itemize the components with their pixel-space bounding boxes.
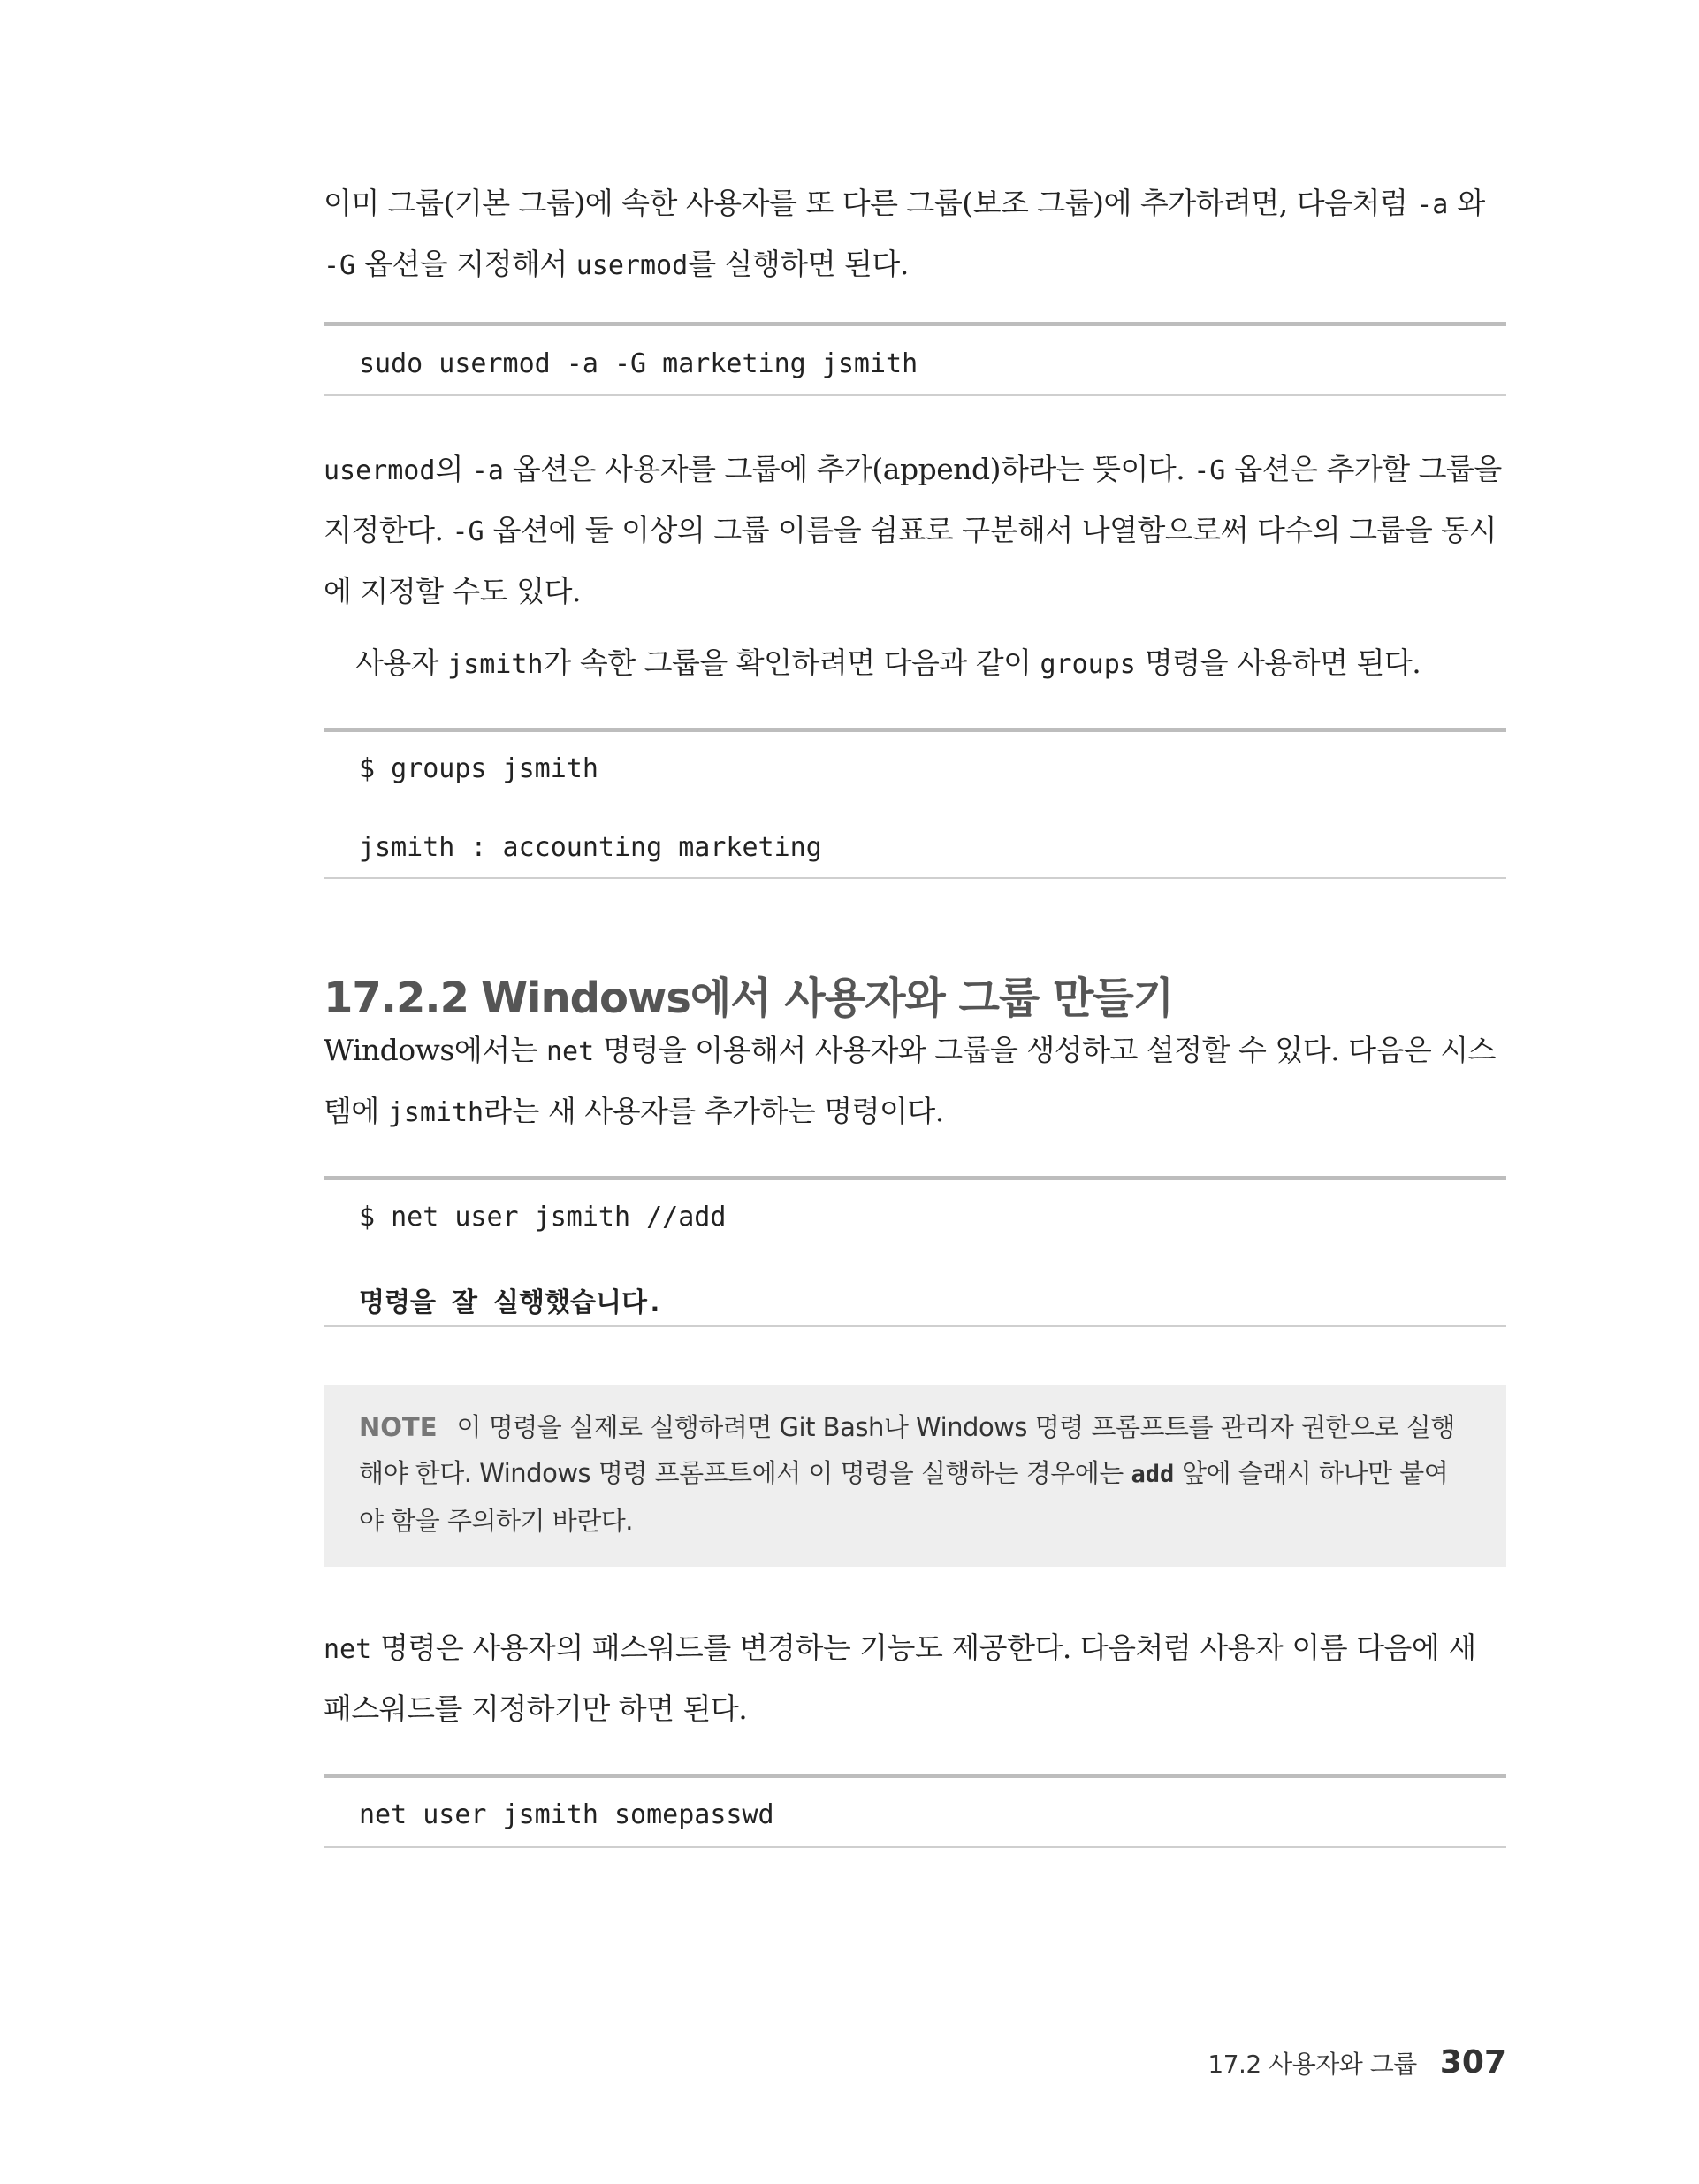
section-title: Windows에서 사용자와 그룹 만들기 [481,974,1174,1023]
inline-code: -a [471,455,504,486]
text: 가 속한 그룹을 확인하려면 다음과 같이 [543,645,1040,680]
text: Windows에서는 [324,1033,546,1067]
code-line: $ net user jsmith //add [359,1202,727,1233]
text: 명령을 이용해서 사용자와 그룹을 생성하고 설정할 수 있다. 다음은 시스템에 [324,1033,1496,1128]
page-footer [1208,2044,1506,2081]
text: 의 [435,452,472,486]
text: 옵션은 추가할 그룹을 지정한다. [324,452,1502,547]
inline-code: -a [1416,189,1449,220]
note-text: 앞에 슬래시 하나만 붙여야 함을 주의하기 바란다. [359,1458,1449,1536]
text: 명령을 사용하면 된다. [1135,645,1421,680]
inline-code: net [545,1036,595,1067]
inline-code: -G [1193,455,1226,486]
inline-code: net [324,1634,372,1665]
inline-code: add [1131,1461,1175,1488]
section-heading [324,964,1173,1025]
code-block-net-add [324,1176,1506,1327]
inline-code: groups [1040,649,1136,680]
note-box [324,1385,1506,1567]
text: 옵션은 사용자를 그룹에 추가(append)하라는 뜻이다. [503,452,1194,486]
paragraph-usermod-intro [324,173,1506,295]
inline-code: jsmith [447,649,544,680]
inline-code: usermod [575,250,689,281]
inline-code: -G [452,516,484,547]
inline-code: -G [324,250,356,281]
code-block-groups [324,728,1506,879]
paragraph-net-password [324,1618,1506,1738]
paragraph-windows-intro [324,1020,1506,1142]
text: 이미 그룹(기본 그룹)에 속한 사용자를 또 다른 그룹(보조 그룹)에 추가하려면, 다음처럼 [324,186,1417,220]
code-block-usermod [324,322,1506,396]
paragraph-usermod-options [324,439,1506,621]
inline-code: jsmith [387,1097,484,1128]
page-number: 307 [1439,2044,1506,2081]
note-text: 이 명령을 실제로 실행하려면 Git Bash나 Windows 명령 프롬프트를 관리자 권한으로 실행해야 한다. Windows 명령 프롬프트에서 이 명령을 실행하는 경우에는 [359,1412,1455,1488]
text: 를 실행하면 된다. [688,247,909,281]
text: 옵션을 지정해서 [355,247,576,281]
inline-code: usermod [324,455,436,486]
code-line: sudo usermod -a -G marketing jsmith [359,348,918,379]
code-line: net user jsmith somepasswd [359,1799,774,1830]
paragraph-groups-intro [324,633,1506,694]
text: 라는 새 사용자를 추가하는 명령이다. [484,1094,944,1128]
code-block-net-passwd [324,1774,1506,1848]
text: 사용자 [355,645,448,680]
note-label: NOTE [359,1412,438,1442]
code-line: jsmith : accounting marketing [359,832,822,863]
code-line: $ groups jsmith [359,753,598,784]
footer-section-title: 17.2 사용자와 그룹 [1208,2050,1417,2079]
text: 옵션에 둘 이상의 그룹 이름을 쉼표로 구분해서 나열함으로써 다수의 그룹을 동시에 지정할 수도 있다. [324,513,1497,608]
section-number: 17.2.2 [324,974,469,1023]
text: 명령은 사용자의 패스워드를 변경하는 기능도 제공한다. 다음처럼 사용자 이름 다음에 새 패스워드를 지정하기만 하면 된다. [324,1630,1476,1726]
code-output-line: 명령을 잘 실행했습니다. [359,1287,663,1318]
text: 와 [1448,186,1485,220]
